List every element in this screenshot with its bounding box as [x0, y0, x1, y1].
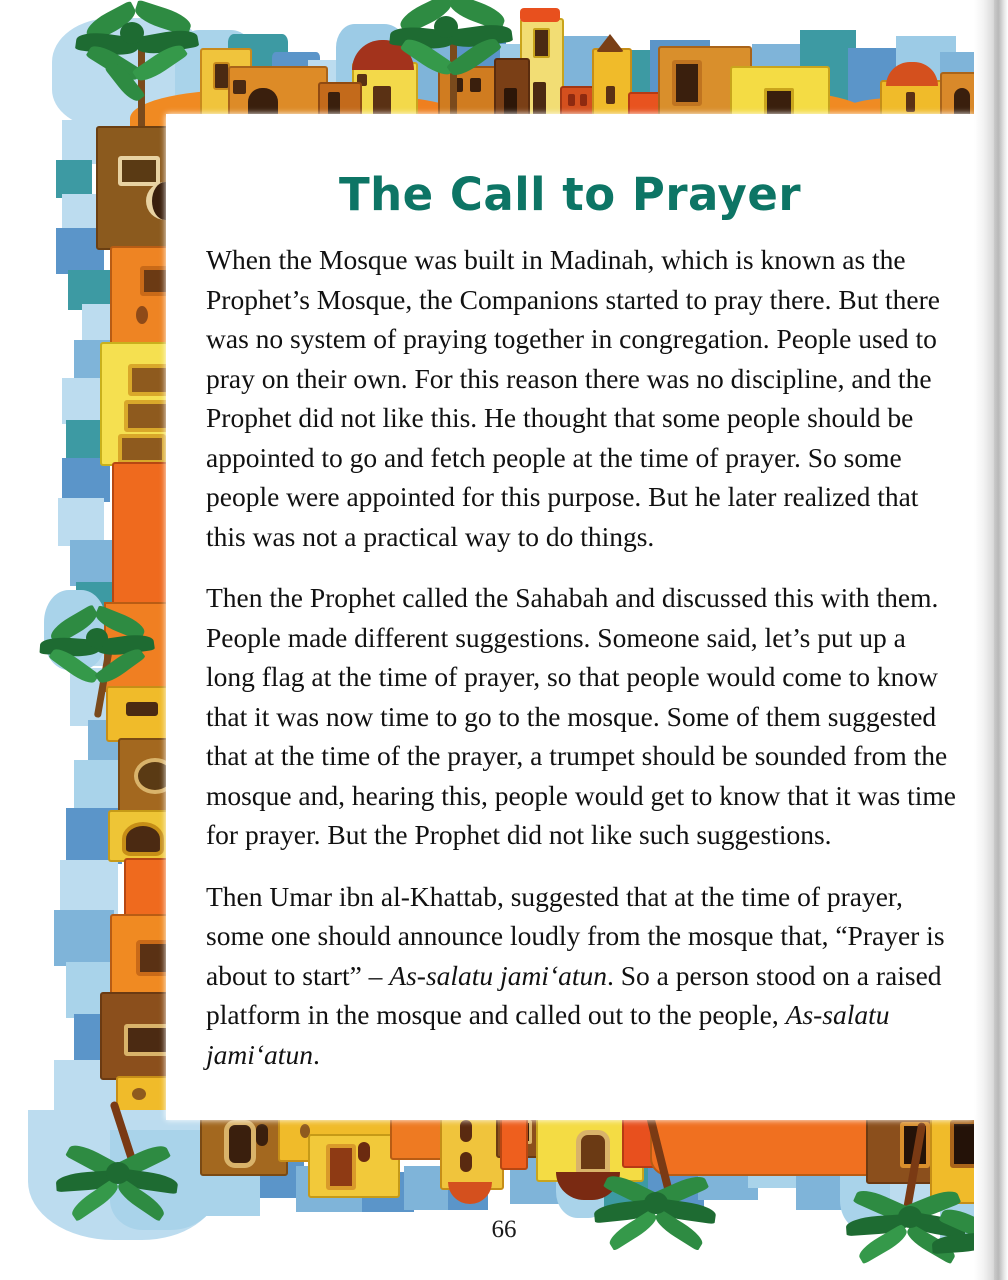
- house: [200, 48, 252, 124]
- house-window: [224, 1120, 256, 1168]
- house-dot: [136, 306, 148, 324]
- paragraph-3: [206, 877, 958, 1075]
- house-dome: [886, 62, 938, 86]
- page-curl-highlight: [994, 0, 1008, 1280]
- sky-patch: [60, 860, 118, 914]
- sky-patch: [52, 18, 202, 128]
- sky-patch: [56, 160, 92, 198]
- sky-patch: [600, 50, 656, 118]
- sky-patch: [700, 56, 762, 118]
- sky-patch: [548, 36, 608, 118]
- sky-patch: [296, 1166, 372, 1212]
- bottom-border-illustration: [0, 1110, 1008, 1280]
- house-window: [533, 28, 550, 58]
- sky-patch: [556, 1152, 610, 1218]
- paragraph-3-run-1: Then Umar ibn al-Khattab, suggested that at the time of prayer, some one should announce loudly from the mosque that, “Prayer is about to start” –: [206, 880, 945, 991]
- sky-patch: [62, 194, 102, 234]
- left-border-illustration: [0, 120, 180, 1130]
- sky-patch: [896, 36, 956, 118]
- sky-patch: [748, 1144, 804, 1188]
- sky-patch: [272, 52, 320, 120]
- sky-patch: [698, 1150, 758, 1200]
- sky-patch: [62, 620, 112, 666]
- sky-patch: [74, 340, 118, 382]
- house-window: [460, 1120, 472, 1142]
- sky-patch: [62, 120, 102, 164]
- sky-patch: [404, 1166, 448, 1210]
- sky-patch: [404, 44, 460, 118]
- palm-tree: [48, 1110, 188, 1230]
- sky-patch: [650, 40, 710, 118]
- sky-patch: [800, 30, 856, 118]
- sky-patch: [74, 760, 134, 812]
- palm-tree: [390, 2, 520, 128]
- sky-patch: [752, 44, 810, 118]
- sky-patch: [452, 30, 506, 118]
- house-inverted: [536, 1110, 644, 1182]
- sky-patch: [66, 962, 126, 1018]
- sky-patch: [76, 582, 122, 626]
- house-window: [470, 78, 481, 92]
- sky-patch: [254, 1156, 304, 1198]
- house-window: [504, 1120, 532, 1144]
- sky-patch: [88, 720, 146, 768]
- sky-patch: [510, 1144, 560, 1204]
- palm-tree: [838, 1148, 968, 1278]
- sky-patch: [648, 1160, 704, 1214]
- sky-patch: [68, 270, 116, 310]
- sky-patch: [362, 1172, 414, 1212]
- sky-patch: [448, 1158, 488, 1210]
- house-dot: [300, 1124, 310, 1138]
- tower-peak: [596, 34, 624, 52]
- sky-patch: [56, 228, 104, 274]
- sky-patch: [890, 1146, 952, 1212]
- arabic-phrase-2: As-salatu jamiʻatun: [206, 999, 890, 1070]
- text-panel: [170, 118, 970, 1116]
- house-window: [126, 702, 158, 716]
- house-window: [606, 86, 615, 104]
- sky-patch: [58, 498, 104, 546]
- house-window: [452, 78, 463, 92]
- paragraph-3-run-3: . So a person stood on a raised platform in the mosque and called out to the people,: [206, 959, 942, 1030]
- house-window: [900, 1122, 930, 1168]
- sky-patch: [54, 910, 114, 966]
- house-window: [580, 94, 587, 106]
- sky-patch: [66, 808, 122, 864]
- house-dome-inverted: [448, 1182, 492, 1204]
- paragraph-3-run-5: .: [312, 1038, 320, 1070]
- tower-roof: [520, 8, 560, 22]
- house-dome-inverted: [556, 1172, 620, 1200]
- sky-patch: [82, 304, 124, 346]
- sky-patch: [308, 60, 346, 118]
- house-window: [357, 74, 367, 86]
- sky-patch: [604, 1166, 654, 1212]
- sky-patch: [62, 458, 110, 502]
- house-window: [118, 434, 166, 464]
- house-window: [256, 1124, 268, 1146]
- house-tower: [520, 18, 564, 126]
- sky-patch: [796, 1150, 852, 1210]
- house-door: [326, 1144, 356, 1190]
- sky-patch: [70, 668, 130, 726]
- sky-patch: [66, 420, 110, 462]
- sky-patch: [110, 1130, 220, 1230]
- house-window: [118, 156, 160, 186]
- sky-patch: [175, 30, 255, 125]
- page-title: The Call to Prayer: [338, 168, 802, 222]
- sky-patch: [62, 378, 108, 424]
- article-body: [206, 240, 958, 1074]
- house-window: [213, 62, 230, 90]
- house-window: [672, 60, 702, 106]
- house-window: [233, 80, 246, 94]
- house-inverted: [308, 1134, 400, 1198]
- sky-patch: [848, 48, 906, 118]
- house-window: [568, 94, 575, 106]
- house-window: [576, 1130, 610, 1174]
- house-dot: [132, 1110, 146, 1122]
- sky-patch: [228, 34, 288, 119]
- paragraph-1-text: When the Mosque was built in Madinah, which is known as the Prophet’s Mosque, the Companions started to pray there. But there was no system of praying together in congregation. People used to pray on their own. For this reason there was no discipline, and the Prophet did not like this. He thought that some people should be appointed to go and fetch people at the time of prayer. So some people were appointed for this purpose. But he later realized that this was not a practical way to do things.: [206, 244, 940, 552]
- arabic-phrase-1: As-salatu jamiʻatun: [389, 959, 608, 991]
- house-dot: [132, 1088, 146, 1100]
- sky-patch: [70, 540, 118, 586]
- house-dome: [352, 40, 414, 70]
- house-window: [906, 92, 915, 112]
- sky-patch: [500, 44, 558, 118]
- paragraph-2-text: Then the Prophet called the Sahabah and discussed this with them. People made different suggestions. Someone said, let’s put up a long flag at the time of prayer, so that people would come to know that it was now time to go to the mosque. Some of them suggested that at the time of the prayer, a trumpet should be sounded from the mosque and, hearing this, people would get to know that it was time for prayer. But the Prophet did not like such suggestions.: [206, 582, 957, 850]
- house-inverted: [866, 1110, 966, 1184]
- house-inverted: [440, 1110, 504, 1190]
- sky-patch: [74, 1014, 136, 1070]
- sky-patch: [200, 1176, 260, 1216]
- palm-tree: [38, 610, 158, 730]
- page-number: 66: [491, 1216, 517, 1243]
- sky-patch: [44, 590, 106, 670]
- paragraph-1: [206, 240, 958, 556]
- sky-patch: [54, 1060, 124, 1124]
- sky-patch: [336, 24, 410, 118]
- sky-patch: [210, 1140, 260, 1192]
- paragraph-2: [206, 578, 958, 855]
- house-window: [358, 1142, 370, 1162]
- house-window: [122, 822, 164, 856]
- house-window: [460, 1152, 472, 1172]
